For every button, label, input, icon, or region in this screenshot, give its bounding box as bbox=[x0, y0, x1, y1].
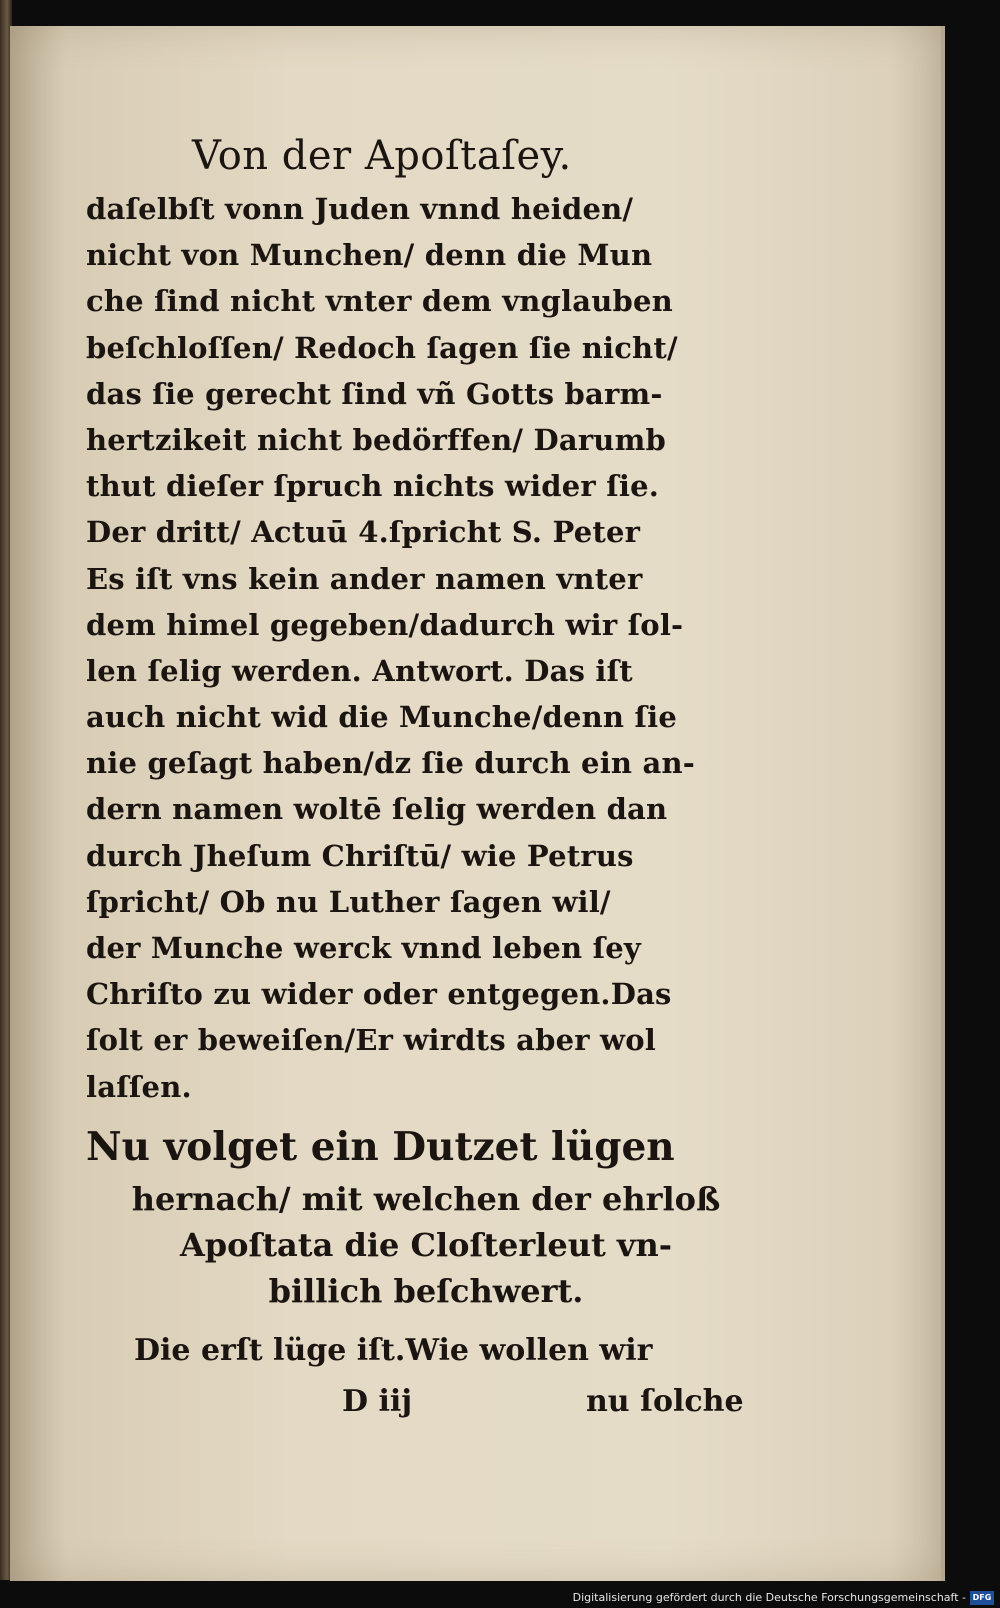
body-line: hertzikeit nicht bedörffen/ Darumb bbox=[86, 422, 666, 457]
book-page bbox=[10, 26, 945, 1581]
dfg-logo: DFG bbox=[970, 1591, 994, 1605]
body-line: Es iſt vns kein ander namen vnter bbox=[86, 561, 643, 596]
body-line: nicht von Munchen/ denn die Mun bbox=[86, 238, 653, 273]
body-line: der Munche werck vnnd leben ſey bbox=[86, 931, 641, 965]
heading-line: Apoſtata die Cloſterleut vn- bbox=[179, 1225, 673, 1264]
body-line: daſelbſt vonn Juden vnnd heiden/ bbox=[86, 192, 634, 226]
body-line: dem himel gegeben/dadurch wir ſol- bbox=[86, 607, 684, 642]
lower-text bbox=[86, 1326, 766, 1428]
heading-line: Nu volget ein Dutzet lügen bbox=[86, 1123, 675, 1170]
page-text bbox=[86, 128, 766, 1428]
page-edge bbox=[941, 26, 945, 1581]
page-footer-line bbox=[86, 1376, 766, 1428]
body-line: beſchloſſen/ Redoch ſagen ſie nicht/ bbox=[86, 330, 678, 365]
running-head: Von der Apoſtaſey. bbox=[192, 133, 572, 179]
body-line: len ſelig werden. Antwort. Das iſt bbox=[86, 653, 633, 688]
body-line: thut dieſer ſpruch nichts wider ſie. bbox=[86, 469, 660, 504]
catchword: nu ſolche bbox=[586, 1383, 744, 1419]
viewer-footer bbox=[0, 1586, 1000, 1608]
heading-line: hernach/ mit welchen der ehrloß bbox=[131, 1179, 721, 1218]
body-line: das ſie gerecht ſind vñ Gotts barm- bbox=[86, 376, 663, 411]
body-text bbox=[86, 186, 766, 1110]
body-line: che ſind nicht vnter dem vnglauben bbox=[86, 284, 673, 319]
body-line: Chriſto zu wider oder entgegen.Das bbox=[86, 977, 672, 1012]
funding-credit: Digitalisierung gefördert durch die Deutsche Forschungsgemeinschaft - bbox=[572, 1591, 966, 1604]
body-line: durch Jheſum Chriſtū/ wie Petrus bbox=[86, 838, 634, 873]
body-line: ſolt er beweiſen/Er wirdts aber wol bbox=[86, 1023, 656, 1058]
body-line: Der dritt/ Actuū 4.ſpricht S. Peter bbox=[86, 515, 641, 550]
signature-mark: D iij bbox=[342, 1383, 413, 1419]
body-line: dern namen woltē ſelig werden dan bbox=[86, 792, 668, 827]
first-lie-line: Die erſt lüge iſt.Wie wollen wir bbox=[134, 1332, 653, 1368]
body-line: auch nicht wid die Munche/denn ſie bbox=[86, 700, 678, 735]
body-line: nie geſagt haben/dz ſie durch ein an- bbox=[86, 746, 696, 781]
section-heading bbox=[86, 1118, 766, 1314]
body-line: laſſen. bbox=[86, 1069, 192, 1104]
heading-line: billich beſchwert. bbox=[268, 1271, 584, 1310]
body-line: ſpricht/ Ob nu Luther ſagen wil/ bbox=[86, 884, 611, 919]
